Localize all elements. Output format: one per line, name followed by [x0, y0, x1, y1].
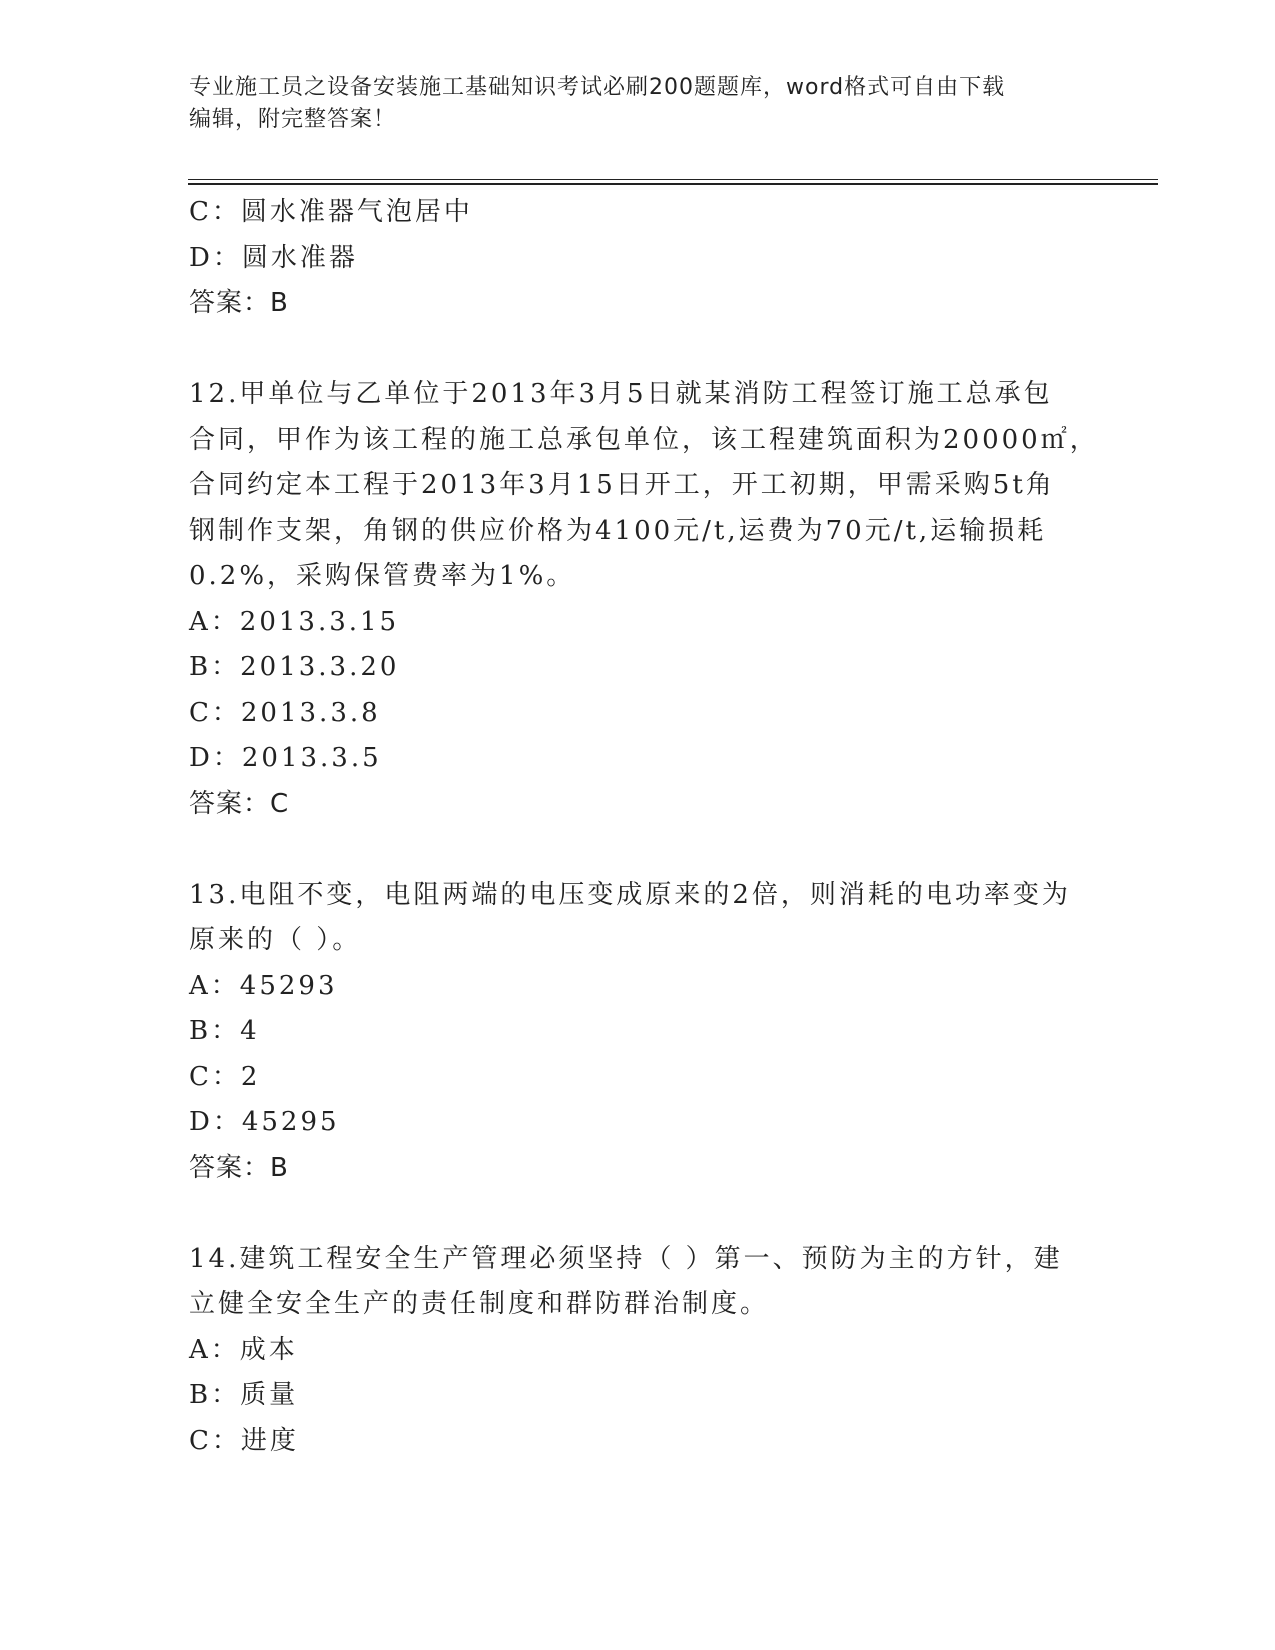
question-13 — [189, 873, 1089, 1192]
header-divider-thin — [188, 179, 1158, 180]
answer-line: 答案：B — [189, 288, 289, 318]
option-d: D：2013.3.5 — [189, 743, 382, 773]
option-d: D：45295 — [189, 1107, 340, 1137]
header-divider-thick — [188, 183, 1158, 185]
header-title-line-1: 专业施工员之设备安装施工基础知识考试必刷200题题库，word格式可自由下载 — [189, 75, 1006, 100]
question-11 — [189, 190, 1089, 327]
option-c: C：进度 — [189, 1425, 299, 1456]
option-b: B：质量 — [189, 1380, 299, 1410]
question-stem-line: 12.甲单位与乙单位于2013年3月5日就某消防工程签订施工总承包 — [189, 379, 1053, 409]
option-a: A：成本 — [189, 1334, 298, 1365]
option-b: B：2013.3.20 — [189, 652, 400, 682]
answer-line: 答案：B — [189, 1152, 289, 1183]
question-stem-line: 原来的（ ）。 — [189, 925, 362, 955]
question-stem-line: 合同，甲作为该工程的施工总承包单位，该工程建筑面积为20000㎡， — [189, 424, 1099, 455]
spacer — [189, 827, 1089, 873]
spacer — [189, 327, 1089, 373]
header-title-line-2: 编辑，附完整答案！ — [189, 107, 397, 132]
spacer — [189, 1191, 1089, 1237]
question-12 — [189, 372, 1099, 827]
question-stem-line: 14.建筑工程安全生产管理必须坚持（ ）第一、预防为主的方针，建 — [189, 1243, 1063, 1274]
question-stem-line: 0.2%，采购保管费率为1%。 — [189, 561, 576, 591]
document-header — [189, 72, 1069, 136]
question-stem-line: 13.电阻不变，电阻两端的电压变成原来的2倍，则消耗的电功率变为 — [189, 879, 1071, 910]
option-a: A：45293 — [189, 970, 338, 1001]
option-c: C：2 — [189, 1061, 261, 1092]
question-stem-line: 钢制作支架，角钢的供应价格为4100元/t,运费为70元/t,运输损耗 — [189, 515, 1047, 546]
question-14 — [189, 1237, 1089, 1465]
option-c: C：2013.3.8 — [189, 697, 381, 728]
option-a: A：2013.3.15 — [189, 606, 400, 637]
question-stem-line: 立健全安全生产的责任制度和群防群治制度。 — [189, 1289, 770, 1319]
question-stem-line: 合同约定本工程于2013年3月15日开工，开工初期，甲需采购5t角 — [189, 470, 1055, 500]
option-d: D：圆水准器 — [189, 242, 358, 273]
answer-line: 答案：C — [189, 788, 290, 819]
option-c: C：圆水准器气泡居中 — [189, 197, 473, 227]
option-b: B：4 — [189, 1016, 260, 1046]
question-list — [189, 190, 1099, 1464]
